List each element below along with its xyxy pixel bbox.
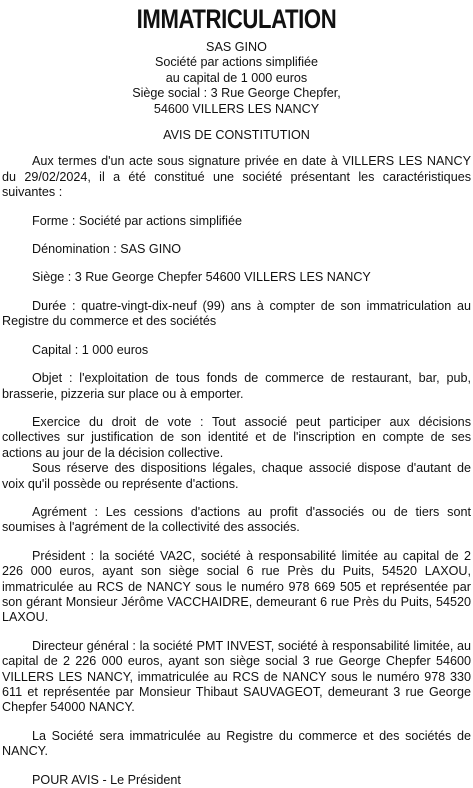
notice-body xyxy=(2,154,471,788)
company-header xyxy=(2,40,471,117)
company-name: SAS GINO xyxy=(206,40,267,54)
paragraph-directeur-general: Directeur général : la société PMT INVEST, société à responsabilité limitée, au capital de 2 226 000 euros, ayant son siège social 3 rue George Chepfer 54600 VILLERS LES NANCY, immatriculée au RCS de NANCY sous le numéro 978 330 611 et représentée par Monsieur Thibaut SAUVAGEOT, demeurant 3 rue George Chepfer 54000 NANCY. xyxy=(2,638,471,715)
paragraph-vote: Exercice du droit de vote : Tout associé peut participer aux décisions collectives sur justification de son identité et de l'inscription en compte de ses actions au jour de la décision collective. xyxy=(2,414,471,460)
paragraph-objet: Objet : l'exploitation de tous fonds de commerce de restaurant, bar, pub, brasserie, pizzeria sur place ou à emporter. xyxy=(2,371,471,401)
paragraph-siege: Siège : 3 Rue George Chepfer 54600 VILLERS LES NANCY xyxy=(32,270,371,285)
paragraph-denomination: Dénomination : SAS GINO xyxy=(32,242,182,257)
paragraph-agrement: Agrément : Les cessions d'actions au profit d'associés ou de tiers sont soumises à l'agrément de la collectivité des associés. xyxy=(2,504,471,535)
notice-heading: AVIS DE CONSTITUTION xyxy=(163,128,310,143)
company-address-street: Siège social : 3 Rue George Chepfer, xyxy=(132,86,341,101)
paragraph-duree: Durée : quatre-vingt-dix-neuf (99) ans à compter de son immatriculation au Registre du commerce et des sociétés xyxy=(2,298,471,329)
signature-line: POUR AVIS - Le Président xyxy=(32,772,181,787)
paragraph-president: Président : la société VA2C, société à responsabilité limitée au capital de 2 226 000 euros, ayant son siège social 6 rue Près du Puits, 54520 LAXOU, immatriculée au RCS de NANCY sous le numéro 978 669 505 et représentée par son gérant Monsieur Jérôme VACCHAIDRE, demeurant 6 rue Près du Puits, 54520 LAXOU. xyxy=(2,548,471,625)
company-address-city: 54600 VILLERS LES NANCY xyxy=(153,101,320,116)
company-form: Société par actions simplifiée xyxy=(154,55,319,70)
paragraph-immatriculation: La Société sera immatriculée au Registre du commerce et des sociétés de NANCY. xyxy=(2,728,471,759)
page-title: IMMATRICULATION xyxy=(136,4,337,34)
paragraph-vote-reserve: Sous réserve des dispositions légales, chaque associé dispose d'autant de voix qu'il possède ou représente d'actions. xyxy=(2,461,471,491)
paragraph-intro: Aux termes d'un acte sous signature privée en date à VILLERS LES NANCY du 29/02/2024, il a été constitué une société présentant les caractéristiques suivantes : xyxy=(2,154,471,200)
company-capital: au capital de 1 000 euros xyxy=(165,70,308,85)
legal-notice-page xyxy=(0,4,473,787)
paragraph-capital: Capital : 1 000 euros xyxy=(32,342,149,357)
paragraph-forme: Forme : Société par actions simplifiée xyxy=(32,213,242,228)
